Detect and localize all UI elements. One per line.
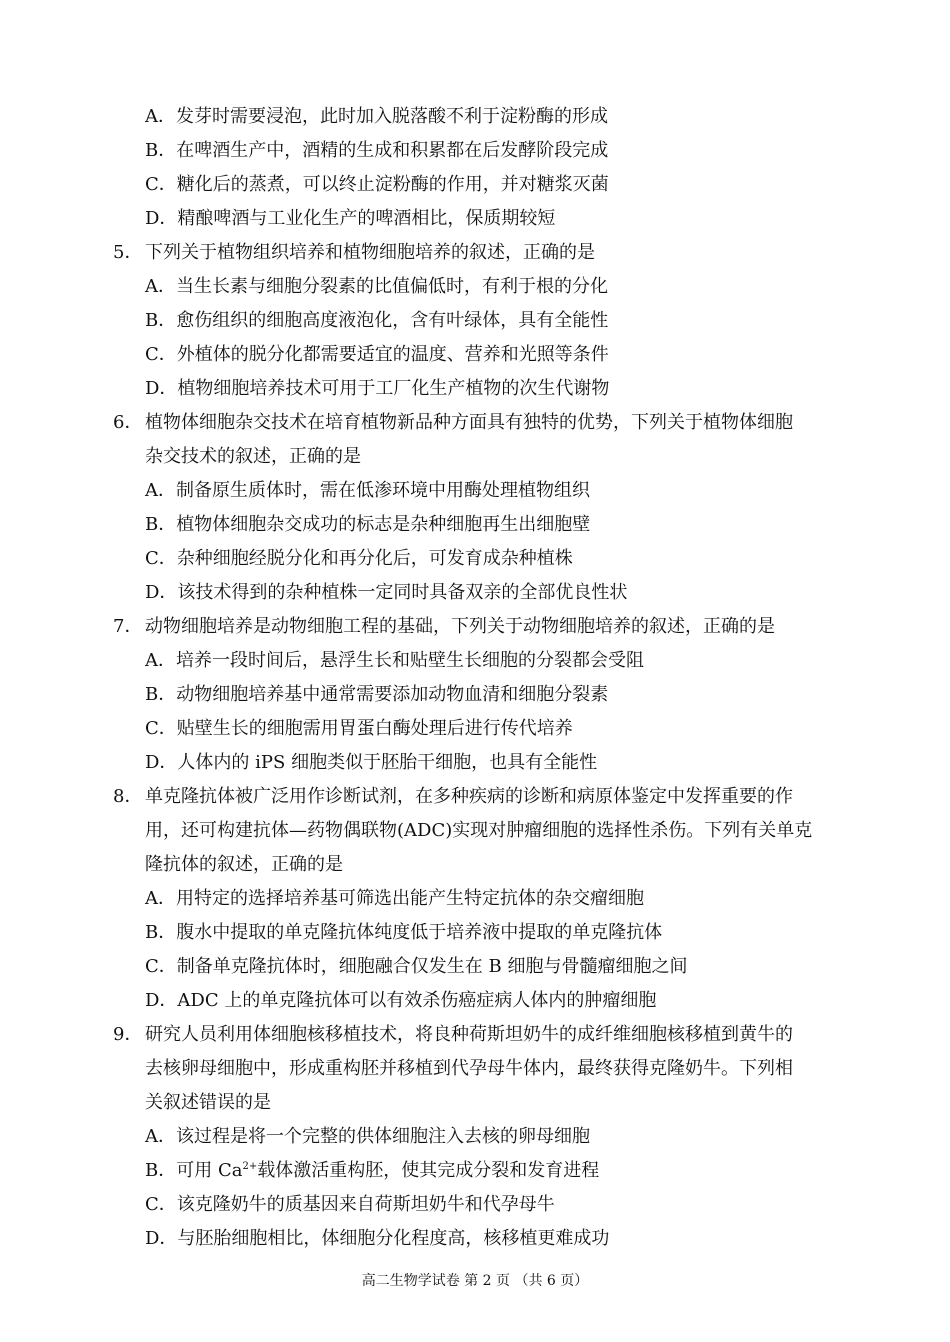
q9-stem-line-1: 研究人员利用体细胞核移植技术，将良种荷斯坦奶牛的成纤维细胞核移植到黄牛的 xyxy=(145,1024,793,1045)
q9-option-b-post: 载体激活重构胚，使其完成分裂和发育进程 xyxy=(257,1160,600,1181)
q8-option-d: D．ADC 上的单克隆抗体可以有效杀伤癌症病人体内的肿瘤细胞 xyxy=(145,990,657,1011)
q4-option-d: D．精酿啤酒与工业化生产的啤酒相比，保质期较短 xyxy=(145,208,556,229)
q7-stem: 动物细胞培养是动物细胞工程的基础，下列关于动物细胞培养的叙述，正确的是 xyxy=(145,616,775,637)
q6-option-b: B．植物体细胞杂交成功的标志是杂种细胞再生出细胞壁 xyxy=(145,514,591,535)
q8-option-b: B．腹水中提取的单克隆抗体纯度低于培养液中提取的单克隆抗体 xyxy=(145,922,663,943)
q8-option-a: A．用特定的选择培养基可筛选出能产生特定抗体的杂交瘤细胞 xyxy=(145,888,644,909)
q6-stem-line-1: 植物体细胞杂交技术在培育植物新品种方面具有独特的优势，下列关于植物体细胞 xyxy=(145,412,793,433)
q9-option-b-pre: B．可用 Ca xyxy=(145,1160,243,1181)
q5-option-d: D．植物细胞培养技术可用于工厂化生产植物的次生代谢物 xyxy=(145,378,610,399)
q8-number: 8． xyxy=(113,786,143,807)
q9-option-d: D．与胚胎细胞相比，体细胞分化程度高，核移植更难成功 xyxy=(145,1228,610,1249)
q5-option-b: B．愈伤组织的细胞高度液泡化，含有叶绿体，具有全能性 xyxy=(145,310,609,331)
q9-option-a: A．该过程是将一个完整的供体细胞注入去核的卵母细胞 xyxy=(145,1126,590,1147)
q7-option-c: C．贴壁生长的细胞需用胃蛋白酶处理后进行传代培养 xyxy=(145,718,573,739)
q4-option-a: A．发芽时需要浸泡，此时加入脱落酸不利于淀粉酶的形成 xyxy=(145,106,608,127)
q5-option-a: A．当生长素与细胞分裂素的比值偏低时，有利于根的分化 xyxy=(145,276,608,297)
q7-option-b: B．动物细胞培养基中通常需要添加动物血清和细胞分裂素 xyxy=(145,684,609,705)
q9-number: 9． xyxy=(113,1024,143,1045)
q6-stem-line-2: 杂交技术的叙述，正确的是 xyxy=(145,446,361,467)
q6-option-d: D．该技术得到的杂种植株一定同时具备双亲的全部优良性状 xyxy=(145,582,628,603)
q9-option-c: C．该克隆奶牛的质基因来自荷斯坦奶牛和代孕母牛 xyxy=(145,1194,555,1215)
q5-option-c: C．外植体的脱分化都需要适宜的温度、营养和光照等条件 xyxy=(145,344,609,365)
q5-stem: 下列关于植物组织培养和植物细胞培养的叙述，正确的是 xyxy=(145,242,595,263)
q6-option-c: C．杂种细胞经脱分化和再分化后，可发育成杂种植株 xyxy=(145,548,573,569)
q4-option-b: B．在啤酒生产中，酒精的生成和积累都在后发酵阶段完成 xyxy=(145,140,609,161)
q8-option-c: C．制备单克隆抗体时，细胞融合仅发生在 B 细胞与骨髓瘤细胞之间 xyxy=(145,956,688,977)
q9-stem-line-3: 关叙述错误的是 xyxy=(145,1092,271,1113)
q7-option-d: D．人体内的 iPS 细胞类似于胚胎干细胞，也具有全能性 xyxy=(145,752,598,773)
q5-number: 5． xyxy=(113,242,143,263)
q9-option-b-superscript: 2+ xyxy=(242,1161,258,1172)
q9-stem-line-2: 去核卵母细胞中，形成重构胚并移植到代孕母牛体内，最终获得克隆奶牛。下列相 xyxy=(145,1058,793,1079)
page-footer: 高二生物学试卷 第 2 页 （共 6 页） xyxy=(361,1273,589,1289)
q8-stem-line-3: 隆抗体的叙述，正确的是 xyxy=(145,854,343,875)
q8-stem-line-2: 用，还可构建抗体—药物偶联物(ADC)实现对肿瘤细胞的选择性杀伤。下列有关单克 xyxy=(145,820,813,841)
q6-number: 6． xyxy=(113,412,143,433)
q4-option-c: C．糖化后的蒸煮，可以终止淀粉酶的作用，并对糖浆灭菌 xyxy=(145,174,609,195)
q9-option-b xyxy=(145,1159,599,1183)
q7-number: 7． xyxy=(113,616,143,637)
q8-stem-line-1: 单克隆抗体被广泛用作诊断试剂，在多种疾病的诊断和病原体鉴定中发挥重要的作 xyxy=(145,786,793,807)
q6-option-a: A．制备原生质体时，需在低渗环境中用酶处理植物组织 xyxy=(145,480,590,501)
q7-option-a: A．培养一段时间后，悬浮生长和贴壁生长细胞的分裂都会受阻 xyxy=(145,650,644,671)
